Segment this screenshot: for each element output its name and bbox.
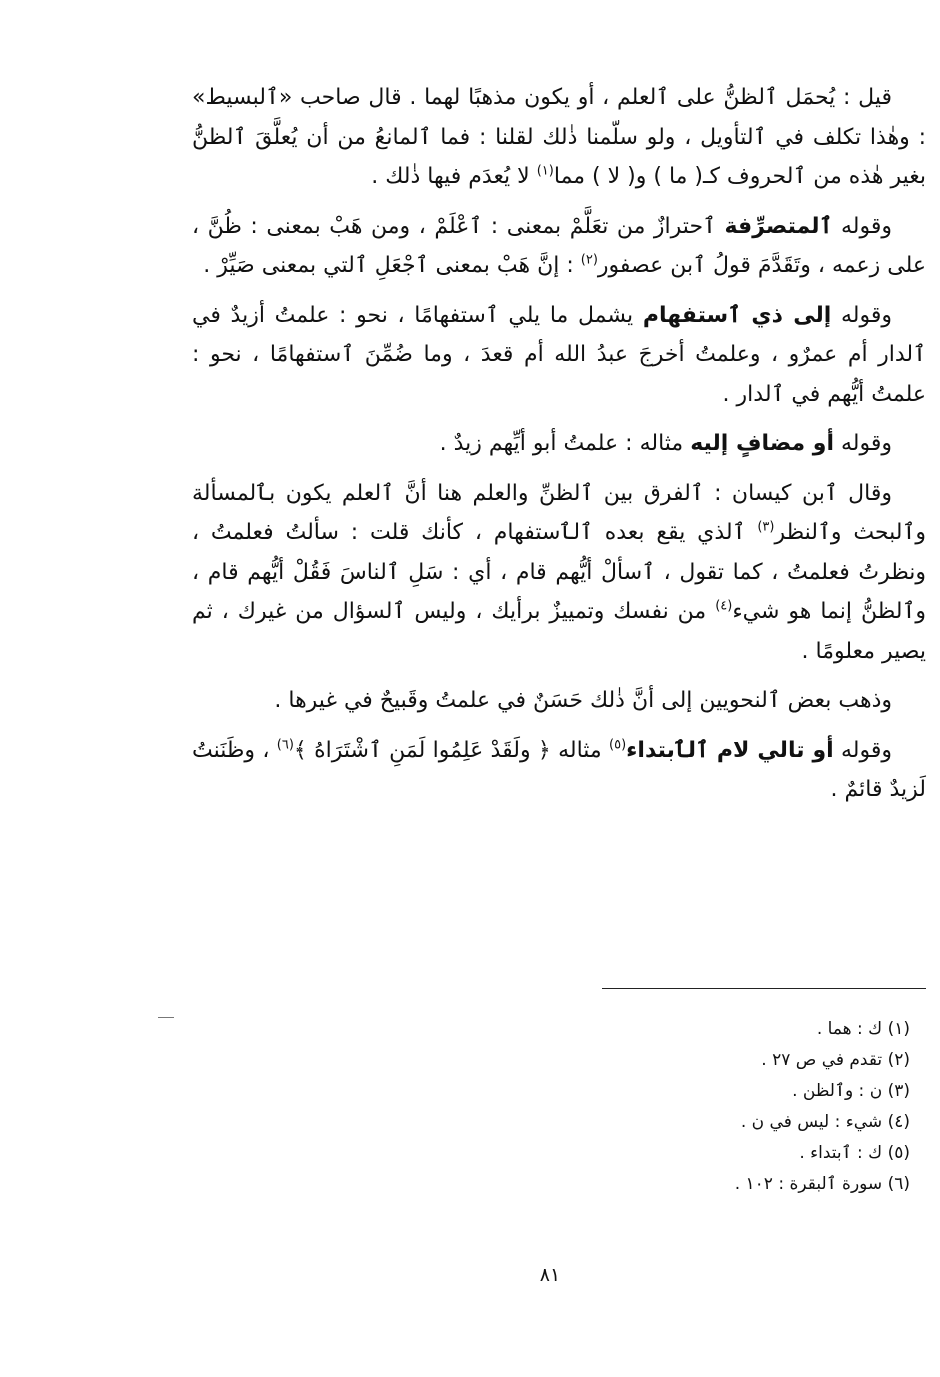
bold-term: ٱلمتصرِّفة bbox=[724, 213, 833, 239]
footnote-ref-3: (٣) bbox=[757, 519, 775, 535]
paragraph-4 bbox=[192, 424, 926, 464]
paragraph-text: ٱلذي يقع بعده ٱلٱستفهام ، كأنك قلت : سألتُ فعلمتُ ، ونظرتُ فعلمتُ ، كما تقول ، ٱسألْ أيُّهم قام ، أي : سَلِ ٱلناسَ فَقُلْ أيُّهم قام ، وٱلظنُّ إنما هو شيء bbox=[192, 520, 926, 624]
bold-term: أو تالي لام ٱلٱبتداء bbox=[626, 737, 834, 763]
paragraph-text: : إنَّ هَبْ بمعنى ٱجْعَلِ ٱلتي بمعنى صَيِّرْ . bbox=[203, 253, 581, 278]
footnote-ref-2: (٢) bbox=[580, 252, 598, 268]
paragraph-6 bbox=[192, 681, 926, 721]
footnote-2: (٢) تقدم في ص ٢٧ . bbox=[761, 1050, 910, 1070]
page-number: ٨١ bbox=[539, 1264, 561, 1286]
paragraph-2 bbox=[192, 207, 926, 286]
paragraph-text: قيل : يُحمَل ٱلظنُّ على ٱلعلم ، أو يكون مذهبًا لهما . قال صاحب «ٱلبسيط» : وهٰذا تكلف في ٱلتأويل ، ولو سلّمنا ذٰلك لقلنا : فما ٱلمانعُ من أن يُعلَّقَ ٱلظنُّ بغير هٰذه من ٱلحروف كـ( ما ) و( لا ) مما bbox=[192, 85, 926, 189]
paragraph-text: ، وظَنَنتُ لَزيدٌ قائمٌ . bbox=[192, 737, 926, 802]
paragraph-text: يشمل ما يلي ٱستفهامًا ، نحو : علمتُ أزيدٌ في ٱلدار أم عمرٌو ، وعلمتُ أخرجَ عبدُ الله أم قعدَ ، وما ضُمِّنَ ٱستفهامًا ، نحو : علمتُ أيُّهم في ٱلدار . bbox=[192, 302, 926, 407]
paragraph-5 bbox=[192, 474, 926, 672]
paragraph-text: وقوله bbox=[834, 431, 892, 456]
paragraph-text: وقوله bbox=[832, 213, 892, 239]
footnote-1: (١) ك : هما . bbox=[816, 1019, 910, 1039]
paragraph-text: وقال ٱبن كيسان : ٱلفرق بين ٱلظنِّ والعلم هنا أنَّ ٱلعلم يكون بٱلمسألة وٱلبحث وٱلنظر bbox=[192, 480, 926, 545]
footnote-5: (٥) ك : ٱبتداء . bbox=[799, 1143, 910, 1163]
paragraph-7 bbox=[192, 731, 926, 810]
footnote-ref-6: (٦) bbox=[276, 737, 294, 753]
footnote-ref-5: (٥) bbox=[609, 737, 627, 753]
footnote-4: (٤) شيء : ليس في ن . bbox=[740, 1112, 910, 1132]
paragraph-3 bbox=[192, 296, 926, 415]
paragraph-text: وقوله bbox=[833, 737, 892, 763]
paragraph-text: مثاله : علمتُ أبو أيِّهم زيدٌ . bbox=[439, 431, 691, 456]
footnote-3: (٣) ن : وٱلظن . bbox=[792, 1081, 910, 1101]
paragraph-text: وقوله bbox=[831, 302, 892, 328]
paragraph-1 bbox=[192, 78, 926, 197]
bold-term: إلى ذي ٱستفهام bbox=[642, 302, 832, 328]
bold-term: أو مضافٍ إليه bbox=[690, 431, 834, 456]
paragraph-text: ٱحترازٌ من تعَلَّمْ بمعنى : ٱعْلَمْ ، ومن هَبْ بمعنى : ظُنَّ ، على زعمه ، وتَقَدَّمَ قولُ ٱبن عصفور bbox=[192, 213, 926, 278]
body-text bbox=[192, 78, 926, 810]
footnotes bbox=[500, 1014, 910, 1200]
paragraph-text: من نفسك وتمييزٌ برأيك ، وليس ٱلسؤال من غيرك ، ثم يصير معلومًا . bbox=[192, 599, 926, 664]
paragraph-text: مثاله ﴿ ولَقَدْ عَلِمُوا لَمَنِ ٱشْتَرَاهُ ﴾ bbox=[293, 737, 610, 763]
footnote-divider bbox=[602, 988, 926, 989]
scan-mark bbox=[158, 1017, 174, 1018]
footnote-ref-4: (٤) bbox=[715, 598, 733, 614]
footnote-6: (٦) سورة ٱلبقرة : ١٠٢ . bbox=[734, 1174, 910, 1194]
paragraph-text: لا يُعدَم فيها ذٰلك . bbox=[371, 164, 537, 189]
footnote-ref-1: (١) bbox=[536, 163, 554, 179]
paragraph-text: وذهب بعض ٱلنحويين إلى أنَّ ذٰلك حَسَنٌ في علمتُ وقَبيحٌ في غيرها . bbox=[274, 688, 892, 713]
